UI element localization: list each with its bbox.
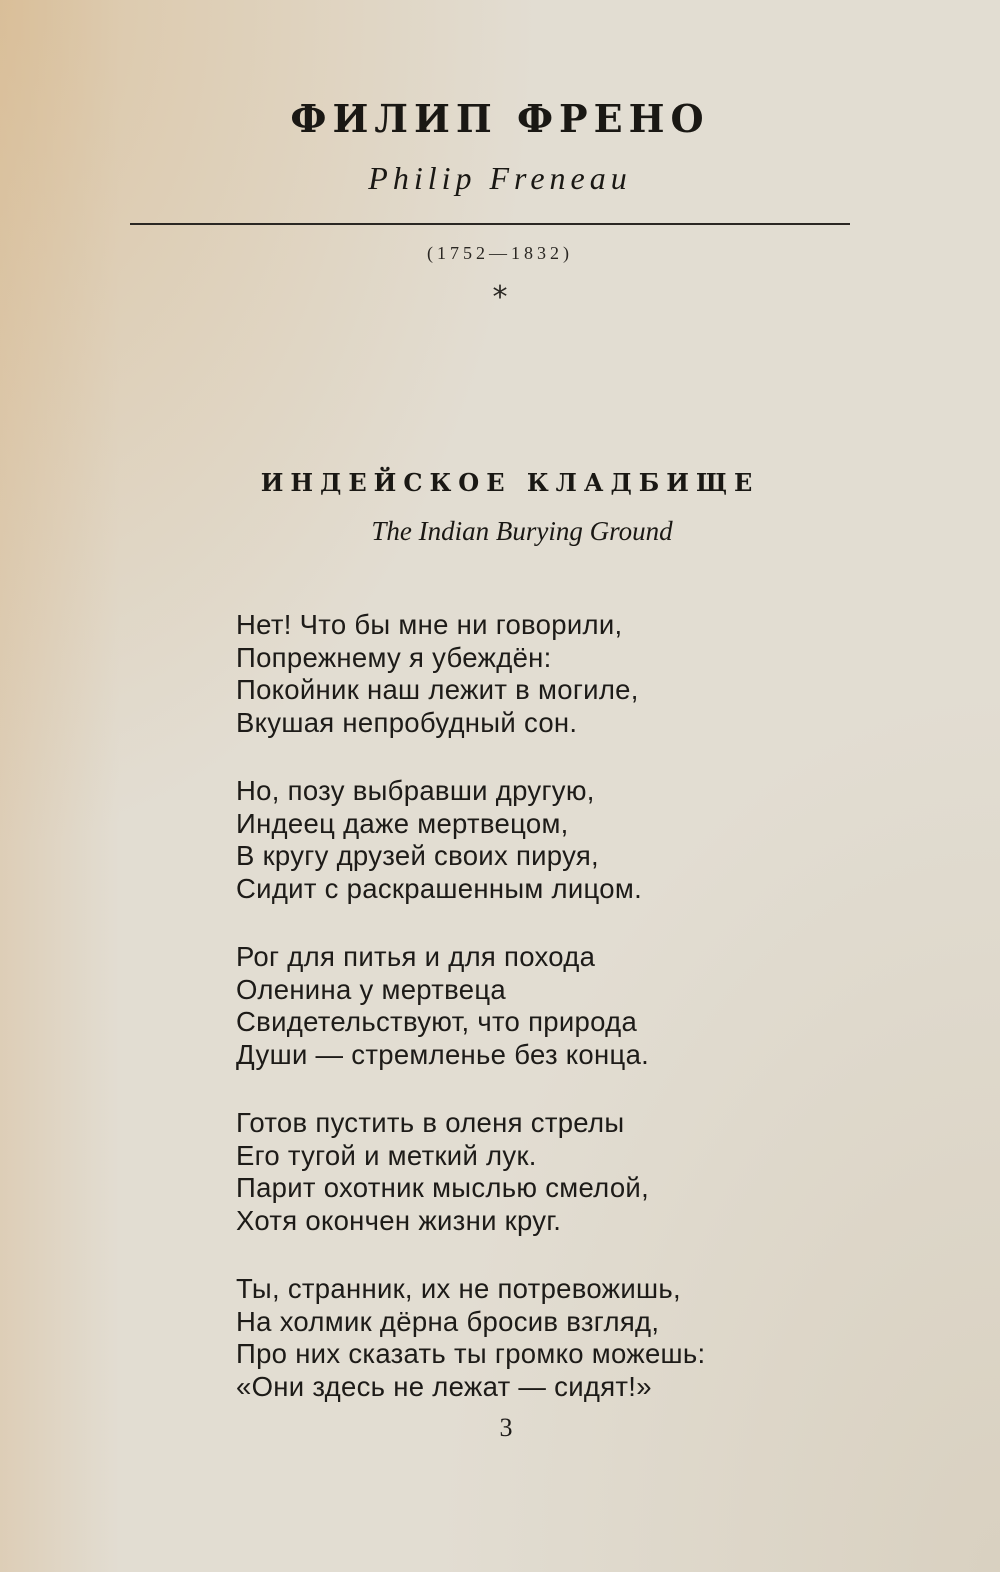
poem-line: Рог для питья и для похода bbox=[236, 941, 596, 972]
asterisk-ornament: * bbox=[492, 280, 508, 315]
poem-line: Про них сказать ты громко можешь: bbox=[236, 1338, 706, 1369]
stanza bbox=[236, 1107, 856, 1237]
author-name-english: Philip Freneau bbox=[368, 160, 632, 196]
stanza bbox=[236, 1273, 856, 1403]
poem-line: «Они здесь не лежат — сидят!» bbox=[236, 1370, 652, 1402]
poem-line: Его тугой и меткий лук. bbox=[236, 1139, 537, 1171]
poem-line: Попрежнему я убеждён: bbox=[236, 641, 552, 673]
poem-line: Хотя окончен жизни круг. bbox=[236, 1204, 562, 1236]
author-name-russian: ФИЛИП ФРЕНО bbox=[290, 96, 710, 141]
poem-line: Ты, странник, их не потревожишь, bbox=[236, 1273, 681, 1304]
author-life-dates: (1752—1832) bbox=[427, 243, 573, 263]
poem-line: В кругу друзей своих пируя, bbox=[236, 840, 599, 871]
poem-line: Индеец даже мертвецом, bbox=[236, 807, 569, 839]
poem-line: Сидит с раскрашенным лицом. bbox=[236, 872, 643, 904]
page-number: 3 bbox=[499, 1413, 513, 1442]
header-divider bbox=[130, 223, 850, 225]
stanza bbox=[236, 775, 856, 905]
stanza bbox=[236, 941, 856, 1071]
poem-line: Души — стремленье без конца. bbox=[236, 1038, 650, 1070]
poem-line: Оленина у мертвеца bbox=[236, 973, 507, 1005]
poem-line: Нет! Что бы мне ни говорили, bbox=[236, 609, 623, 640]
poem-line: Свидетельствуют, что природа bbox=[236, 1006, 638, 1037]
poem-line: Готов пустить в оленя стрелы bbox=[236, 1107, 625, 1138]
poem-line: Парит охотник мыслью смелой, bbox=[236, 1172, 650, 1203]
poem-line: Вкушая непробудный сон. bbox=[236, 706, 578, 738]
poem-body bbox=[236, 609, 856, 1439]
poem-line: Но, позу выбравши другую, bbox=[236, 775, 595, 806]
poem-title-english: The Indian Burying Ground bbox=[371, 516, 673, 546]
poem-line: Покойник наш лежит в могиле, bbox=[236, 674, 639, 705]
stanza bbox=[236, 609, 856, 739]
poem-line: На холмик дёрна бросив взгляд, bbox=[236, 1305, 660, 1337]
poem-title-russian: ИНДЕЙСКОЕ КЛАДБИЩЕ bbox=[260, 468, 760, 497]
